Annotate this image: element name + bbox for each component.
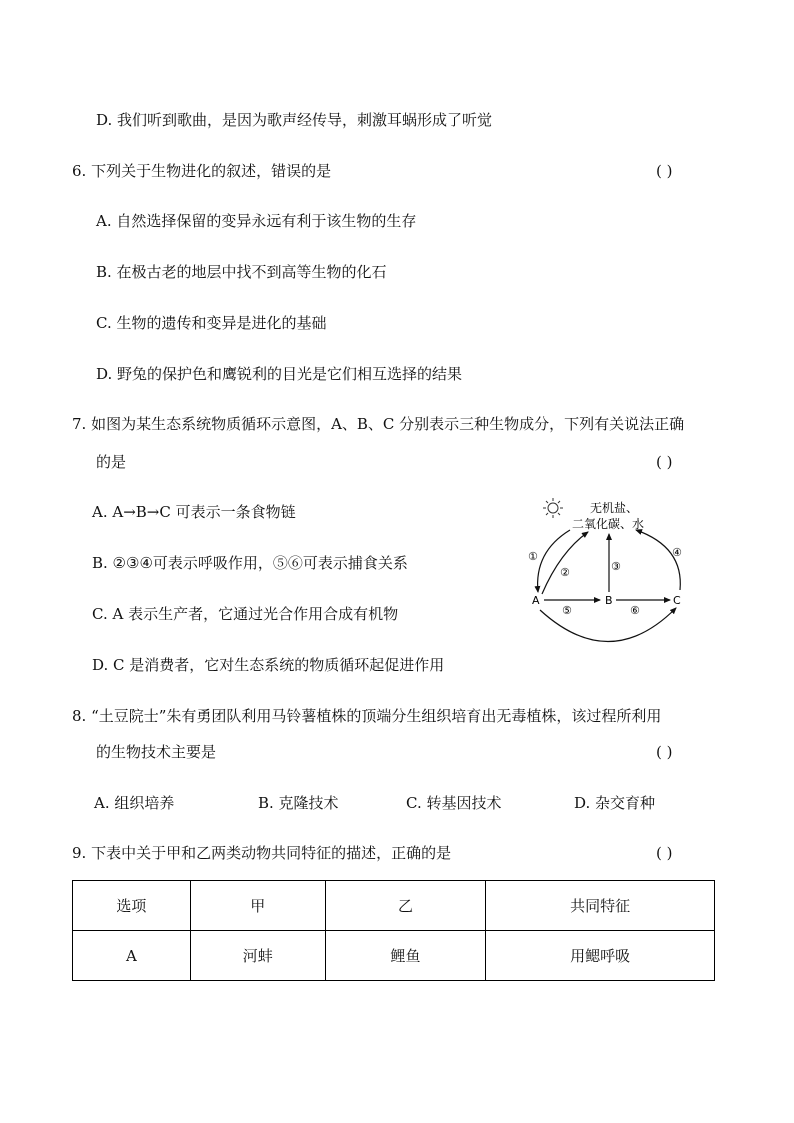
table-cell: 鲤鱼	[325, 931, 486, 981]
q9-table	[72, 880, 715, 981]
q5-option-d: D. 我们听到歌曲，是因为歌声经传导，刺激耳蜗形成了听觉	[96, 111, 493, 129]
q6-option-c: C. 生物的遗传和变异是进化的基础	[96, 314, 327, 332]
sun-icon	[543, 498, 563, 518]
arrow-4-label: ④	[672, 546, 682, 559]
q7-option-c: C. A 表示生产者，它通过光合作用合成有机物	[92, 605, 399, 623]
table-row	[73, 931, 715, 981]
diagram-node-c: C	[673, 594, 681, 607]
q9-stem: 9. 下表中关于甲和乙两类动物共同特征的描述，正确的是	[72, 844, 452, 862]
arrow-1-label: ①	[528, 550, 538, 563]
q8-answer-bracket: ( )	[656, 743, 673, 761]
table-header-option: 选项	[73, 881, 191, 931]
q6-option-d: D. 野兔的保护色和鹰锐利的目光是它们相互选择的结果	[96, 365, 463, 383]
arrow-a-to-c	[540, 608, 676, 642]
q8-option-b: B. 克隆技术	[258, 794, 339, 812]
diagram-label-co2-water: 二氧化碳、水	[572, 517, 645, 531]
arrow-2-label: ②	[560, 566, 570, 579]
diagram-label-inorganic: 无机盐、	[590, 501, 639, 515]
q7-option-b: B. ②③④可表示呼吸作用，⑤⑥可表示捕食关系	[92, 554, 408, 572]
arrow-4	[636, 530, 680, 590]
diagram-node-b: B	[605, 594, 613, 607]
q8-option-a: A. 组织培养	[94, 794, 175, 812]
q6-option-b: B. 在极古老的地层中找不到高等生物的化石	[96, 263, 387, 281]
q8-stem-line2: 的生物技术主要是	[96, 743, 217, 761]
q7-stem-line1: 7. 如图为某生态系统物质循环示意图，A、B、C 分别表示三种生物成分，下列有关说法正确	[72, 415, 685, 433]
table-cell: 用鳃呼吸	[486, 931, 715, 981]
q8-stem-line1: 8. “土豆院士”朱有勇团队利用马铃薯植株的顶端分生组织培育出无毒植株，该过程所利用	[72, 707, 662, 725]
table-cell: 河蚌	[190, 931, 325, 981]
q6-stem: 6. 下列关于生物进化的叙述，错误的是	[72, 162, 332, 180]
q8-option-d: D. 杂交育种	[574, 794, 656, 812]
table-header-common-feature: 共同特征	[486, 881, 715, 931]
arrow-6-label: ⑥	[630, 604, 640, 617]
table-header-row	[73, 881, 715, 931]
q7-answer-bracket: ( )	[656, 453, 673, 471]
material-cycle-diagram	[520, 492, 710, 652]
arrow-3-label: ③	[611, 560, 621, 573]
arrow-1	[538, 530, 570, 592]
q6-answer-bracket: ( )	[656, 162, 673, 180]
q6-option-a: A. 自然选择保留的变异永远有利于该生物的生存	[96, 212, 417, 230]
arrow-2	[542, 532, 588, 594]
table-cell: A	[73, 931, 191, 981]
q7-stem-line2: 的是	[96, 453, 127, 471]
q8-option-c: C. 转基因技术	[406, 794, 502, 812]
table-header-yi: 乙	[325, 881, 486, 931]
q9-answer-bracket: ( )	[656, 844, 673, 862]
arrow-5-label: ⑤	[562, 604, 572, 617]
q7-option-d: D. C 是消费者，它对生态系统的物质循环起促进作用	[92, 656, 445, 674]
q7-option-a: A. A→B→C 可表示一条食物链	[92, 503, 296, 521]
table-header-jia: 甲	[190, 881, 325, 931]
diagram-node-a: A	[532, 594, 540, 607]
